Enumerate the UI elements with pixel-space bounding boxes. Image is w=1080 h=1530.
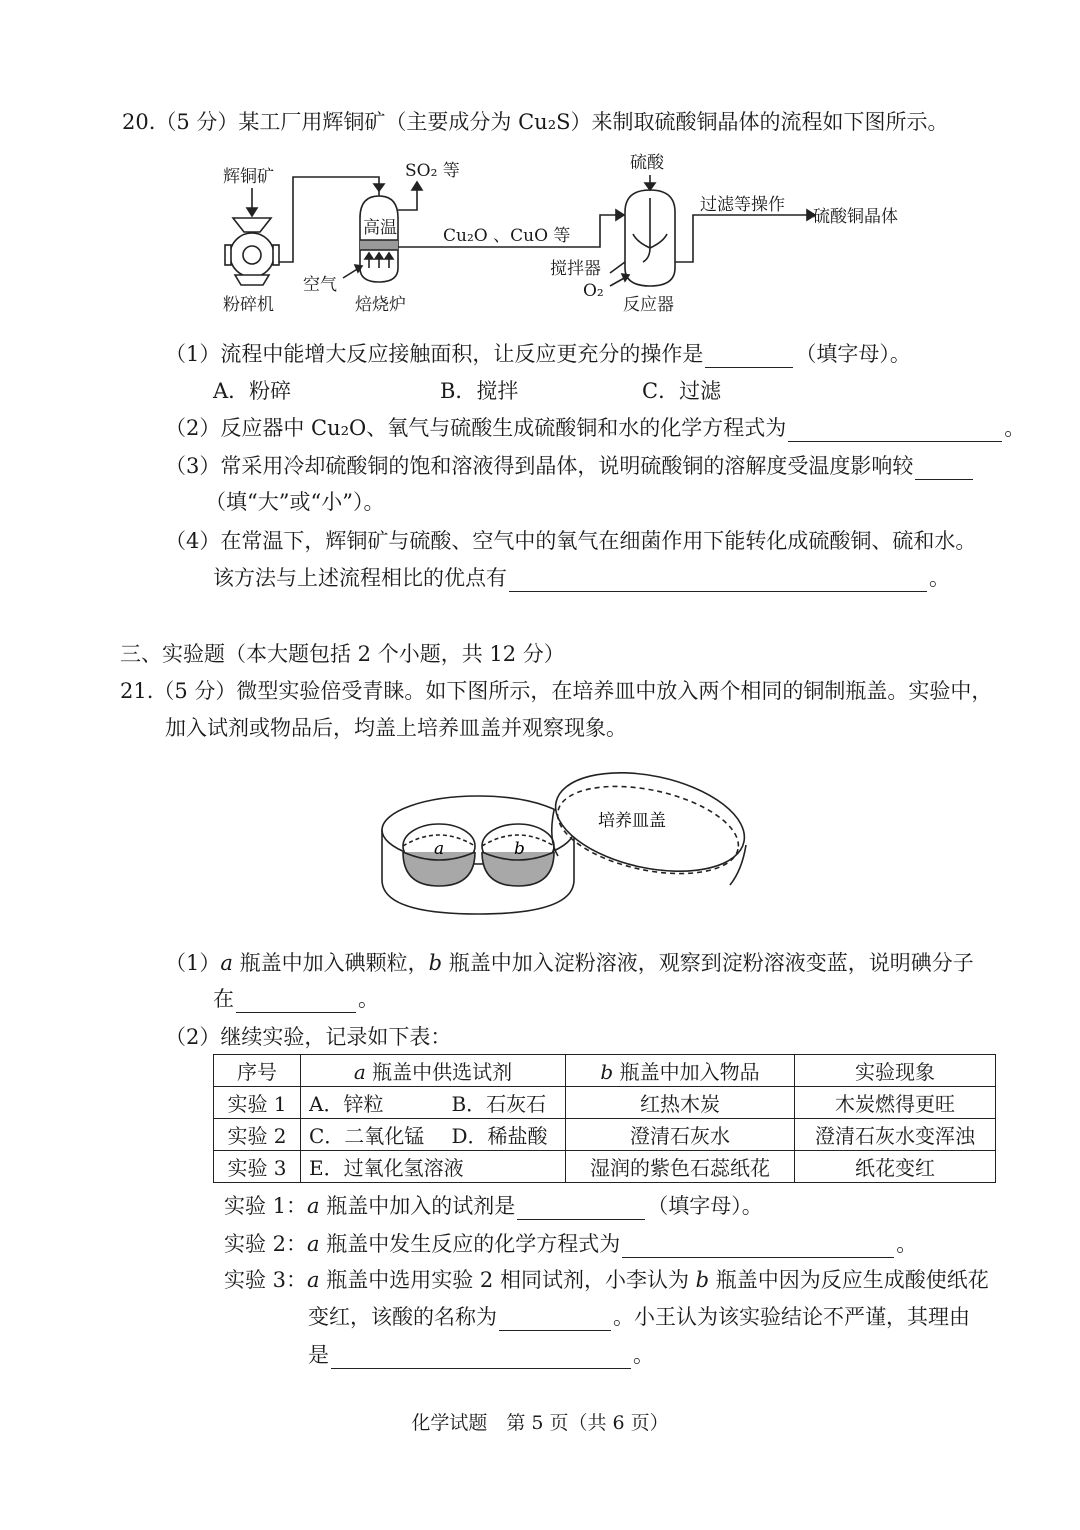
lid-label: 培养皿盖	[598, 811, 666, 831]
header-no: 序号	[214, 1055, 301, 1087]
label-acid: 硫酸	[630, 153, 664, 173]
header-a: a 瓶盖中供选试剂	[301, 1055, 566, 1087]
cap-b-label: b	[514, 839, 525, 859]
answer-blank[interactable]	[331, 1346, 631, 1369]
answer-blank[interactable]	[705, 345, 793, 368]
experiment1-question: 实验 1：a 瓶盖中加入的试剂是 （填字母）。	[224, 1194, 763, 1218]
label-air: 空气	[303, 275, 337, 295]
experiment3-question: 实验 3：a 瓶盖中选用实验 2 相同试剂，小李认为 b 瓶盖中因为反应生成酸使纸花	[224, 1268, 989, 1292]
label-filter: 过滤等操作	[700, 195, 785, 215]
label-reactor: 反应器	[623, 295, 674, 315]
experiment3-reason: 是 。	[308, 1343, 654, 1367]
option-c: C．过滤	[642, 379, 722, 403]
section-heading: 三、实验题（本大题包括 2 个小题，共 12 分）	[120, 642, 565, 666]
q21-part1: （1）a 瓶盖中加入碘颗粒，b 瓶盖中加入淀粉溶液，观察到淀粉溶液变蓝，说明碘分子	[165, 951, 974, 975]
q20-part4: （4）在常温下，辉铜矿与硫酸、空气中的氧气在细菌作用下能转化成硫酸铜、硫和水。	[165, 529, 977, 553]
q20-part3-cont: （填“大”或“小”）。	[205, 490, 385, 514]
answer-blank[interactable]	[517, 1197, 645, 1220]
label-crusher: 粉碎机	[223, 295, 274, 315]
label-stirrer: 搅拌器	[550, 259, 601, 279]
experiment-table	[213, 1054, 996, 1183]
q21-part2: （2）继续实验，记录如下表：	[165, 1025, 452, 1049]
page-footer: 化学试题 第 5 页（共 6 页）	[411, 1412, 669, 1434]
q21-stem: 21.（5 分）微型实验倍受青睐。如下图所示，在培养皿中放入两个相同的铜制瓶盖。实验中，	[120, 679, 993, 703]
label-high-temp: 高温	[363, 218, 397, 238]
table-row: 实验 1 A．锌粒 B．石灰石 红热木炭 木炭燃得更旺	[214, 1087, 996, 1119]
answer-blank[interactable]	[788, 419, 1002, 442]
q20-part2: （2）反应器中 Cu₂O、氧气与硫酸生成硫酸铜和水的化学方程式为 。	[165, 416, 1026, 440]
table-row: 实验 2 C．二氧化锰 D．稀盐酸 澄清石灰水 澄清石灰水变浑浊	[214, 1119, 996, 1151]
petri-dish-figure	[378, 760, 758, 920]
label-furnace: 焙烧炉	[355, 295, 406, 315]
option-a: A．粉碎	[213, 379, 292, 403]
label-product: 硫酸铜晶体	[813, 207, 898, 227]
table-row: 实验 3 E．过氧化氢溶液 湿润的紫色石蕊纸花 纸花变红	[214, 1151, 996, 1183]
answer-blank[interactable]	[236, 990, 356, 1013]
label-so2: SO₂ 等	[405, 161, 460, 181]
answer-blank[interactable]	[499, 1308, 611, 1331]
option-b: B．搅拌	[440, 379, 519, 403]
flow-diagram	[205, 150, 925, 325]
q20-part1: （1）流程中能增大反应接触面积，让反应更充分的操作是 （填字母）。	[165, 342, 911, 366]
table-header-row	[214, 1055, 996, 1087]
label-o2: O₂	[583, 281, 604, 301]
experiment3-cont: 变红，该酸的名称为 。小王认为该实验结论不严谨，其理由	[308, 1305, 970, 1329]
answer-blank[interactable]	[622, 1235, 894, 1258]
q20-part3: （3）常采用冷却硫酸铜的饱和溶液得到晶体，说明硫酸铜的溶解度受温度影响较	[165, 452, 975, 480]
cap-a-label: a	[434, 839, 445, 859]
q21-part1-cont: 在 。	[213, 987, 379, 1011]
q20-stem: 20.（5 分）某工厂用辉铜矿（主要成分为 Cu₂S）来制取硫酸铜晶体的流程如下图所示。	[122, 110, 949, 134]
q21-stem-cont: 加入试剂或物品后，均盖上培养皿盖并观察现象。	[165, 716, 627, 740]
answer-blank[interactable]	[509, 569, 927, 592]
header-observation: 实验现象	[795, 1055, 996, 1087]
answer-blank[interactable]	[915, 457, 973, 480]
label-oxides: Cu₂O 、CuO 等	[443, 226, 571, 246]
header-b: b 瓶盖中加入物品	[566, 1055, 795, 1087]
q20-part4-cont: 该方法与上述流程相比的优点有 。	[213, 566, 950, 590]
experiment2-question: 实验 2：a 瓶盖中发生反应的化学方程式为 。	[224, 1232, 918, 1256]
label-ore: 辉铜矿	[223, 167, 274, 187]
